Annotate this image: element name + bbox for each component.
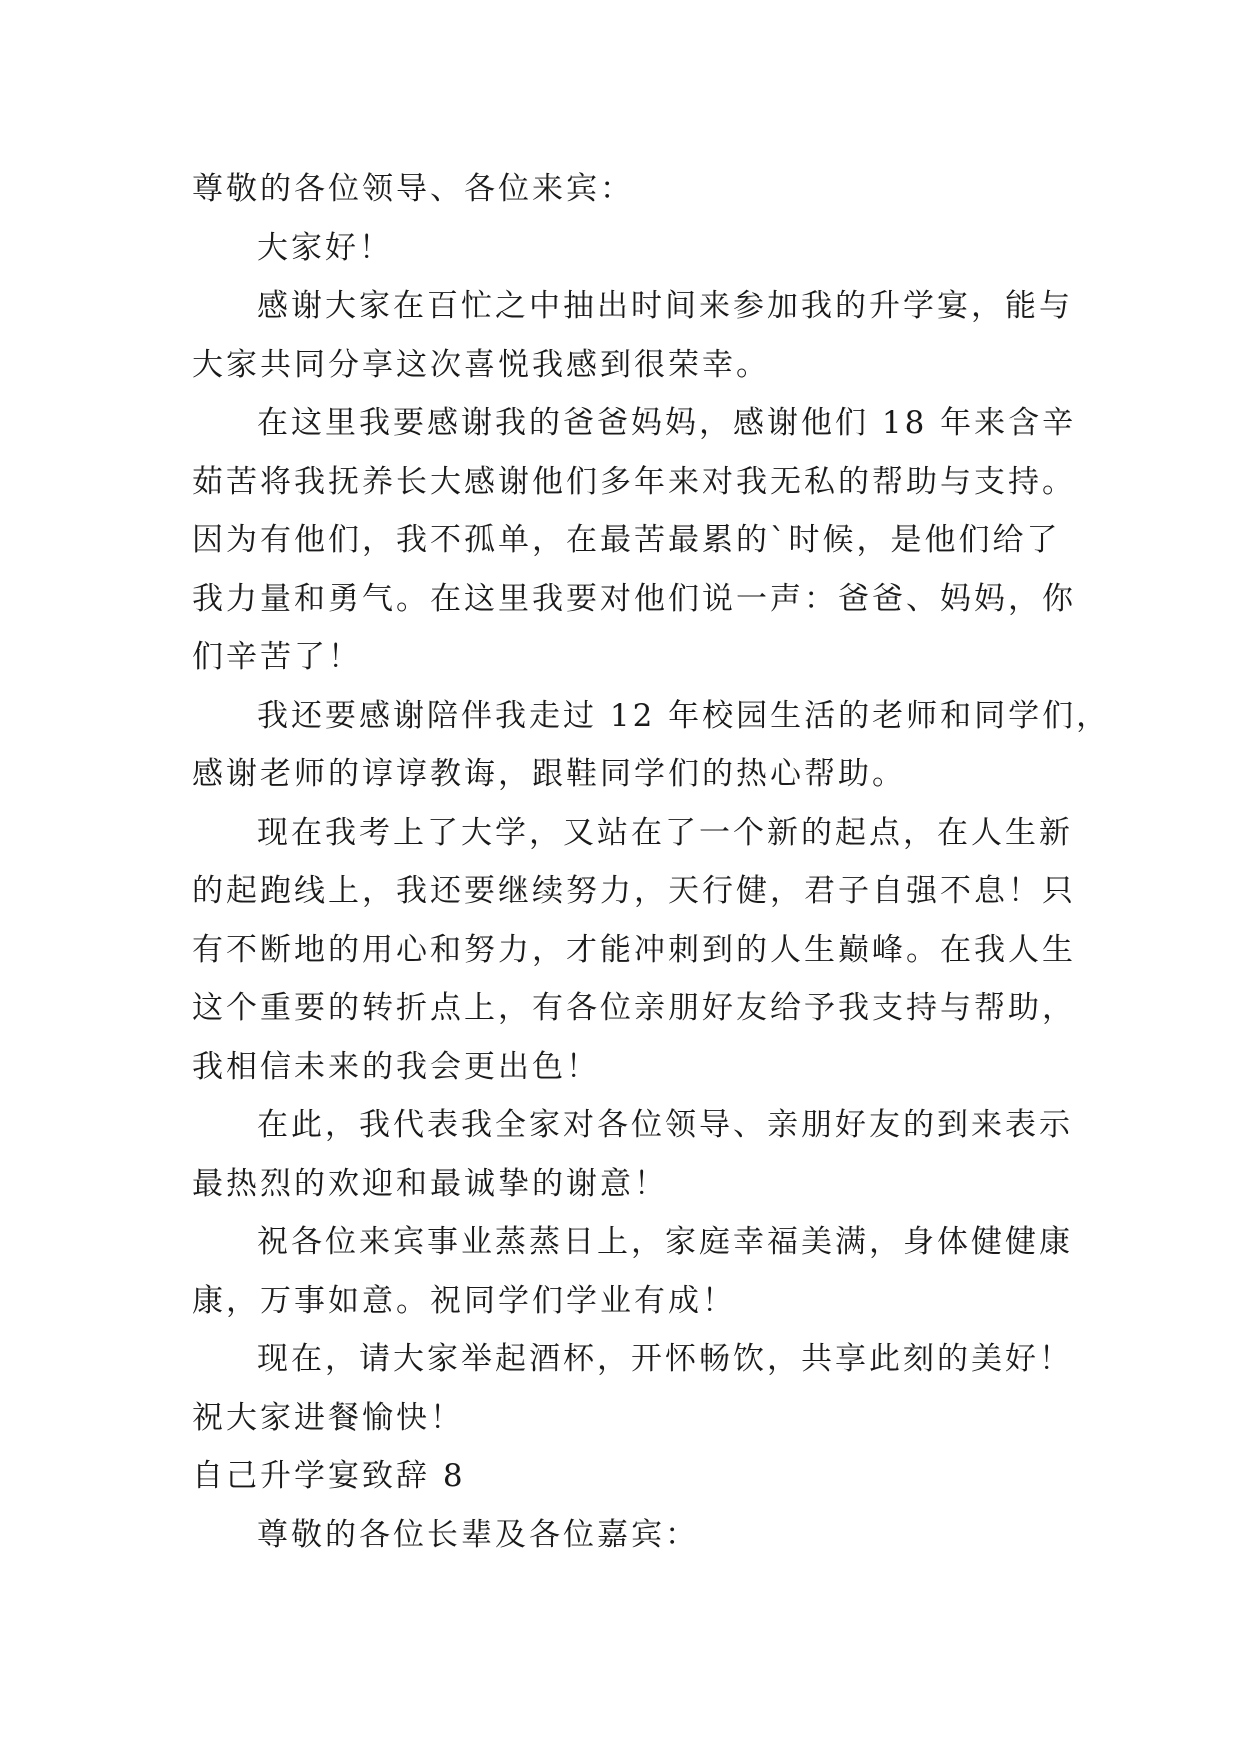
text-line: 我相信未来的我会更出色！ bbox=[192, 1048, 600, 1085]
salutation: 尊敬的各位长辈及各位嘉宾： bbox=[257, 1516, 699, 1553]
text-line: 感谢大家在百忙之中抽出时间来参加我的升学宴，能与 bbox=[257, 288, 1073, 324]
text-line: 祝各位来宾事业蒸蒸日上，家庭幸福美满，身体健健康 bbox=[257, 1224, 1073, 1260]
text-line: 我力量和勇气。在这里我要对他们说一声：爸爸、妈妈，你 bbox=[192, 580, 1076, 617]
text-line: 最热烈的欢迎和最诚挚的谢意！ bbox=[192, 1165, 668, 1202]
text-line: 祝大家进餐愉快！ bbox=[192, 1399, 464, 1436]
text-line: 这个重要的转折点上，有各位亲朋好友给予我支持与帮助， bbox=[192, 990, 1076, 1026]
text-line: 感谢老师的谆谆教诲，跟鞋同学们的热心帮助。 bbox=[192, 756, 906, 792]
text-line: 大家共同分享这次喜悦我感到很荣幸。 bbox=[192, 346, 770, 383]
text-line: 茹苦将我抚养长大感谢他们多年来对我无私的帮助与支持。 bbox=[192, 463, 1076, 500]
text-line: 在这里我要感谢我的爸爸妈妈，感谢他们 18 年来含辛 bbox=[257, 405, 1077, 441]
text-line: 我还要感谢陪伴我走过 12 年校园生活的老师和同学们， bbox=[257, 697, 1111, 734]
salutation: 尊敬的各位领导、各位来宾： bbox=[192, 171, 634, 207]
greeting: 大家好！ bbox=[257, 229, 393, 266]
text-line: 因为有他们，我不孤单，在最苦最累的`时候，是他们给了 bbox=[192, 522, 1061, 558]
text-line: 在此，我代表我全家对各位领导、亲朋好友的到来表示 bbox=[257, 1107, 1073, 1143]
section-heading: 自己升学宴致辞 8 bbox=[192, 1458, 466, 1494]
text-line: 有不断地的用心和努力，才能冲刺到的人生巅峰。在我人生 bbox=[192, 931, 1076, 968]
text-line: 现在，请大家举起酒杯，开怀畅饮，共享此刻的美好！ bbox=[257, 1341, 1073, 1377]
text-line: 现在我考上了大学，又站在了一个新的起点，在人生新 bbox=[257, 814, 1073, 851]
speech-text bbox=[192, 160, 1111, 1564]
text-line: 的起跑线上，我还要继续努力，天行健，君子自强不息！只 bbox=[192, 873, 1076, 909]
text-line: 康，万事如意。祝同学们学业有成！ bbox=[192, 1282, 736, 1319]
text-line: 们辛苦了！ bbox=[192, 639, 362, 675]
